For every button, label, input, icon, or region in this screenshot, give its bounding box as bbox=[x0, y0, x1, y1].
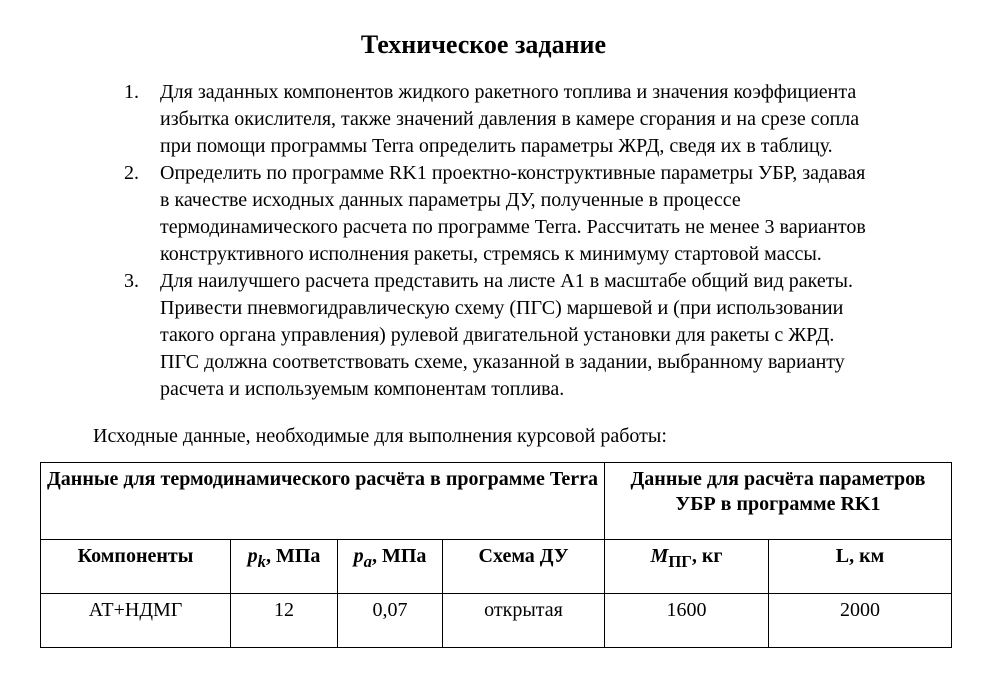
header-range: L, км bbox=[769, 540, 952, 594]
header-pa bbox=[338, 540, 443, 594]
pk-symbol: p bbox=[247, 545, 258, 567]
pk-unit: , МПа bbox=[265, 545, 321, 567]
task-line: ПГС должна соответствовать схеме, указанной в задании, выбранному варианту bbox=[160, 351, 845, 373]
task-line: Для заданных компонентов жидкого ракетного топлива и значения коэффициента bbox=[160, 81, 857, 103]
cell-pa: 0,07 bbox=[338, 594, 443, 648]
task-line: Для наилучшего расчета представить на листе А1 в масштабе общий вид ракеты. bbox=[160, 270, 853, 292]
header-scheme: Схема ДУ bbox=[443, 540, 605, 594]
task-list bbox=[124, 79, 960, 403]
mass-unit: , кг bbox=[691, 545, 723, 567]
task-line: Определить по программе RK1 проектно-конструктивные параметры УБР, задавая bbox=[160, 162, 866, 184]
task-number: 2. bbox=[124, 162, 139, 184]
task-line: термодинамического расчета по программе Terra. Рассчитать не менее 3 вариантов bbox=[160, 216, 866, 238]
cell-pk: 12 bbox=[231, 594, 338, 648]
group-header-rk1: Данные для расчёта параметров УБР в программе RK1 bbox=[605, 463, 952, 540]
task-item bbox=[124, 79, 960, 160]
task-line: такого органа управления) рулевой двигательной установки для ракеты с ЖРД. bbox=[160, 324, 835, 346]
mass-subscript: ПГ bbox=[668, 552, 692, 571]
cell-scheme: открытая bbox=[443, 594, 605, 648]
task-item bbox=[124, 160, 960, 268]
task-line: расчета и используемым компонентам топлива. bbox=[160, 378, 565, 400]
task-line: конструктивного исполнения ракеты, стремясь к минимуму стартовой массы. bbox=[160, 243, 822, 265]
task-item bbox=[124, 268, 960, 403]
pa-unit: , МПа bbox=[371, 545, 427, 567]
source-data-table bbox=[40, 462, 952, 648]
table-group-row bbox=[41, 463, 952, 540]
task-number: 3. bbox=[124, 270, 139, 292]
cell-mass: 1600 bbox=[605, 594, 769, 648]
header-components: Компоненты bbox=[41, 540, 231, 594]
cell-components: АТ+НДМГ bbox=[41, 594, 231, 648]
header-mass bbox=[605, 540, 769, 594]
task-line: избытка окислителя, также значений давления в камере сгорания и на срезе сопла bbox=[160, 108, 860, 130]
intro-text: Исходные данные, необходимые для выполнения курсовой работы: bbox=[93, 425, 667, 447]
task-number: 1. bbox=[124, 81, 139, 103]
pk-subscript: k bbox=[257, 552, 266, 571]
table-header-row bbox=[41, 540, 952, 594]
pa-subscript: a bbox=[363, 552, 372, 571]
task-line: Привести пневмогидравлическую схему (ПГС) маршевой и (при использовании bbox=[160, 297, 844, 319]
task-line: в качестве исходных данных параметры ДУ, полученные в процессе bbox=[160, 189, 741, 211]
header-pk bbox=[231, 540, 338, 594]
group-header-terra: Данные для термодинамического расчёта в программе Terra bbox=[41, 463, 605, 540]
task-line: при помощи программы Terra определить параметры ЖРД, сведя их в таблицу. bbox=[160, 135, 833, 157]
table-row bbox=[41, 594, 952, 648]
page-title: Техническое задание bbox=[360, 30, 607, 59]
pa-symbol: p bbox=[353, 545, 364, 567]
cell-range: 2000 bbox=[769, 594, 952, 648]
mass-symbol: M bbox=[650, 545, 669, 567]
